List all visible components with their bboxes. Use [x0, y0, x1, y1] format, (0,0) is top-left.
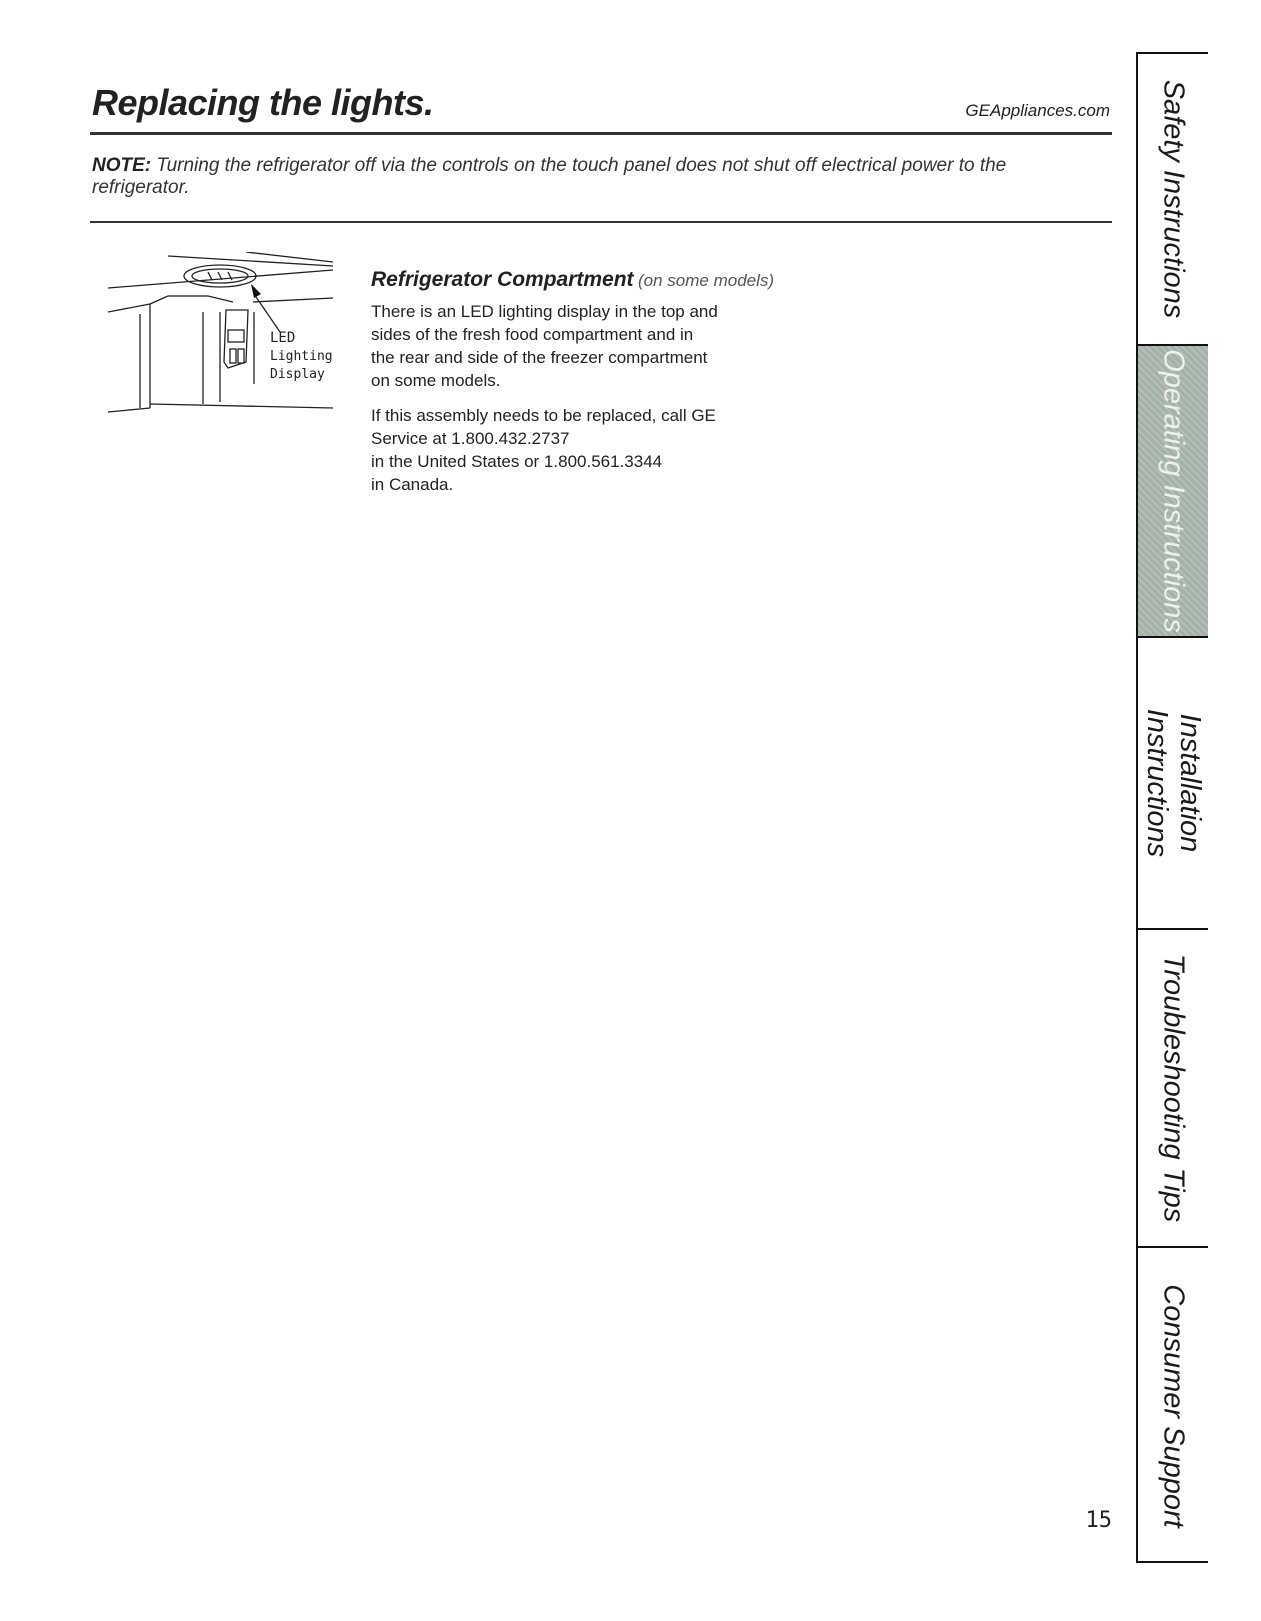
tab-label [1157, 349, 1190, 633]
tab-label-line: Operating Instructions [1157, 349, 1190, 633]
service-contact-line: Service at 1.800.432.2737 [371, 429, 570, 448]
section-subtitle: (on some models) [638, 271, 775, 290]
tab-label [1140, 709, 1206, 857]
led-description-line: There is an LED lighting display in the top and [371, 302, 718, 321]
led-description-line: the rear and side of the freezer compartment [371, 348, 708, 367]
tab-label-line: Troubleshooting Tips [1157, 953, 1190, 1223]
service-contact-line: in the United States or 1.800.561.3344 [371, 452, 663, 471]
illustration-label-line2: Lighting [270, 349, 333, 364]
led-description-line: sides of the fresh food compartment and in [371, 325, 694, 344]
illustration-label-line1: LED [270, 330, 296, 346]
illustration-label-line3: Display [270, 367, 325, 382]
led-description-line: on some models. [371, 371, 501, 390]
tab-label [1157, 1284, 1190, 1527]
tab-installation-instructions[interactable] [1138, 638, 1208, 930]
website-url: GEAppliances.com [965, 101, 1110, 120]
tab-label-line: Installation [1174, 713, 1206, 853]
led-description [371, 300, 791, 392]
tab-consumer-support[interactable] [1138, 1248, 1208, 1563]
tab-troubleshooting-tips[interactable] [1138, 930, 1208, 1248]
service-contact-line: If this assembly needs to be replaced, call GE [371, 406, 716, 425]
section-title: Refrigerator Compartment [371, 268, 634, 291]
tab-label [1157, 80, 1190, 319]
note-text: Turning the refrigerator off via the controls on the touch panel does not shut off electrical power to the refrigerator. [92, 155, 1007, 198]
tab-label-line: Instructions [1141, 708, 1173, 858]
page-title: Replacing the lights. [92, 82, 434, 123]
tab-label-line: Consumer Support [1157, 1283, 1190, 1528]
section-heading [371, 268, 791, 292]
tab-operating-instructions[interactable] [1138, 346, 1208, 638]
tab-label [1157, 954, 1190, 1222]
tab-label-line: Safety Instructions [1157, 79, 1190, 319]
refrigerator-compartment-section [371, 268, 791, 496]
note-rule [90, 221, 1112, 223]
service-contact [371, 404, 791, 496]
page-number: 15 [1085, 1508, 1112, 1533]
header-rule [90, 132, 1112, 135]
led-lighting-illustration [108, 252, 348, 432]
tab-safety-instructions[interactable] [1138, 54, 1208, 346]
note-block [92, 155, 1092, 199]
note-label: NOTE: [92, 155, 152, 176]
service-contact-line: in Canada. [371, 475, 454, 494]
section-tabs [1136, 52, 1208, 1563]
